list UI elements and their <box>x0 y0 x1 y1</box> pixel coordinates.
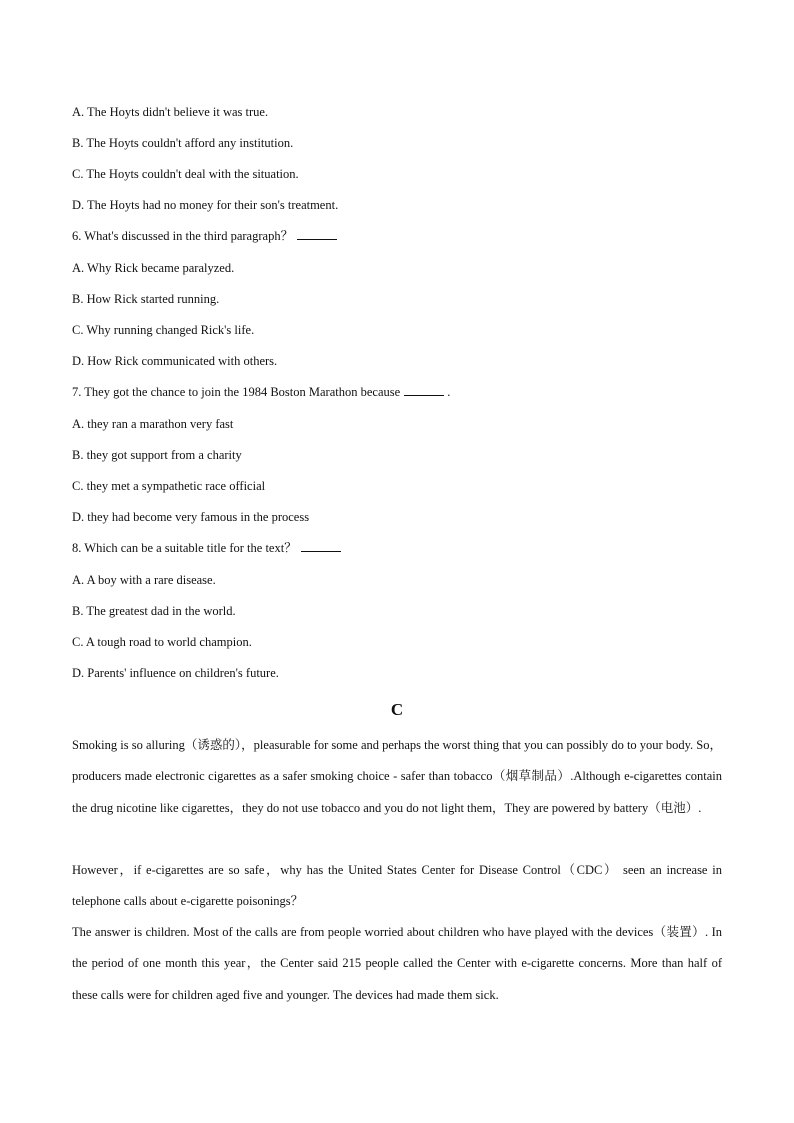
q6-stem: 6. What's discussed in the third paragraph？ <box>72 229 294 243</box>
q8-option-b: B. The greatest dad in the world. <box>72 604 236 618</box>
q6-option-c: C. Why running changed Rick's life. <box>72 323 255 337</box>
q8-stem-line <box>72 540 341 556</box>
q7-option-a: A. they ran a marathon very fast <box>72 417 234 431</box>
q7-option-d: D. they had become very famous in the process <box>72 510 310 524</box>
q8-option-c: C. A tough road to world champion. <box>72 635 252 649</box>
q5-option-a: A. The Hoyts didn't believe it was true. <box>72 105 269 119</box>
q5-option-d: D. The Hoyts had no money for their son's treatment. <box>72 198 339 212</box>
passage-paragraph-3: The answer is children. Most of the calls are from people worried about children who have played with the devices（装置）. In the period of one month this year，the Center said 215 people called the Center with e-cigarette concerns. More than half of these calls were for children aged five and younger. The devices had made them sick. <box>72 925 722 1002</box>
q7-option-c: C. they met a sympathetic race official <box>72 479 266 493</box>
q7-stem: 7. They got the chance to join the 1984 Boston Marathon because <box>72 385 401 399</box>
q7-answer-blank[interactable] <box>404 384 444 396</box>
q5-option-b: B. The Hoyts couldn't afford any institution. <box>72 136 294 150</box>
q8-option-d: D. Parents' influence on children's future. <box>72 666 279 680</box>
q8-stem: 8. Which can be a suitable title for the text？ <box>72 541 297 555</box>
q6-option-b: B. How Rick started running. <box>72 292 220 306</box>
q6-answer-blank[interactable] <box>297 228 337 240</box>
passage-paragraph-2: However，if e-cigarettes are so safe，why has the United States Center for Disease Control（CDC） seen an increase in telephone calls about e-cigarette poisonings？ <box>72 863 722 909</box>
q8-answer-blank[interactable] <box>301 540 341 552</box>
passage-paragraph-1: Smoking is so alluring（诱惑的），pleasurable for some and perhaps the worst thing that you can possibly do to your body. So，producers made electronic cigarettes as a safer smoking choice - safer than tobacco（烟草制品）.Although e-cigarettes contain the drug nicotine like cigarettes，they do not use tobacco and you do not light them，They are powered by battery（电池）. <box>72 738 722 815</box>
q7-stem-line <box>72 384 450 400</box>
q8-option-a: A. A boy with a rare disease. <box>72 573 216 587</box>
q6-option-d: D. How Rick communicated with others. <box>72 354 278 368</box>
q7-stem-end: . <box>447 385 451 399</box>
q5-option-c: C. The Hoyts couldn't deal with the situation. <box>72 167 299 181</box>
q7-option-b: B. they got support from a charity <box>72 448 242 462</box>
section-heading: C <box>390 700 404 719</box>
q6-stem-line <box>72 228 337 244</box>
q6-option-a: A. Why Rick became paralyzed. <box>72 261 235 275</box>
